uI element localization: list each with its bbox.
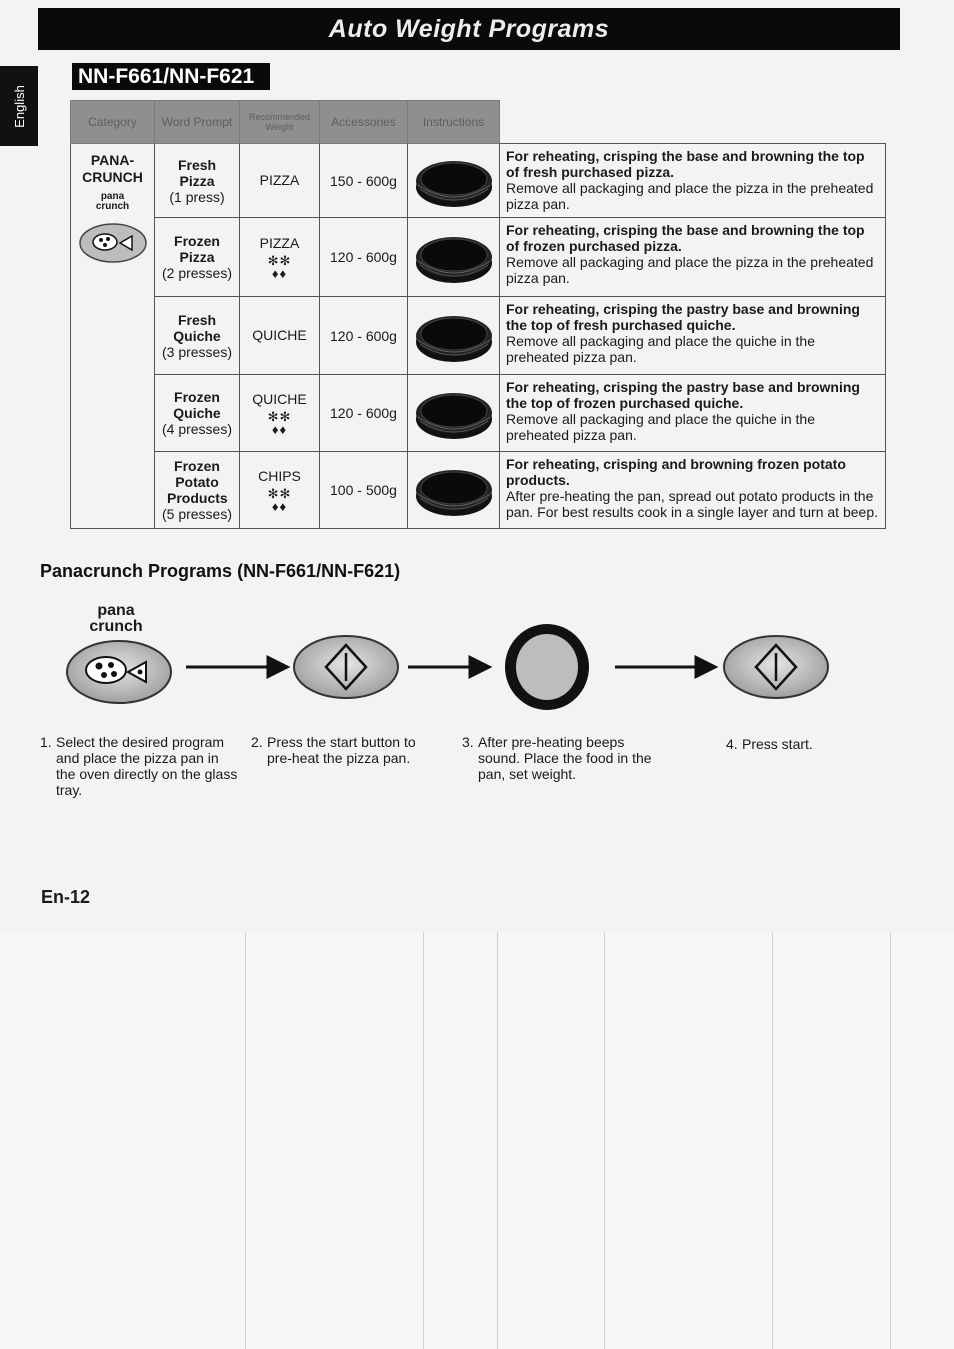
panacrunch-heading: Panacrunch Programs (NN-F661/NN-F621) [40, 561, 401, 581]
crisp-pan-icon [414, 151, 494, 211]
accessory-cell [408, 452, 500, 529]
step-4 [726, 736, 876, 752]
step-text: Press the start button to pre-heat the pizza pan. [267, 734, 416, 766]
step-3 [462, 734, 652, 782]
word-prompt-cell [240, 218, 320, 297]
table-row [71, 452, 886, 529]
word-prompt-cell [240, 144, 320, 218]
food-name: Frozen Quiche [173, 389, 221, 421]
frozen-symbol-icon: ✻✻ ♦♦ [267, 485, 292, 514]
food-cell [155, 452, 240, 529]
accessory-cell [408, 144, 500, 218]
crisp-pan-icon [414, 306, 494, 366]
start-button-2[interactable] [724, 636, 828, 698]
instruction-heading: For reheating, crisping and browning frozen potato products. [506, 456, 846, 488]
weight-cell: 120 - 600g [320, 297, 408, 375]
instruction-cell [500, 375, 886, 452]
frozen-symbol-icon: ✻✻ ♦♦ [267, 408, 292, 437]
category-cell [71, 144, 155, 529]
food-name: Frozen Potato Products [167, 458, 228, 506]
word-prompt: QUICHE [252, 327, 307, 343]
food-cell [155, 218, 240, 297]
page-title: Auto Weight Programs [328, 14, 610, 43]
table-header-row [71, 101, 886, 144]
instruction-text: After pre-heating the pan, spread out potato products in the pan. For best results cook in a single layer and turn at beep. [506, 488, 878, 520]
instruction-text: Remove all packaging and place the quiche in the preheated pizza pan. [506, 411, 815, 443]
table-row [71, 144, 886, 218]
panacrunch-sequence [0, 620, 954, 710]
food-name: Fresh Quiche [173, 311, 221, 344]
step-text: Select the desired program and place the pizza pan in the oven directly on the glass tray. [56, 734, 238, 798]
food-cell [155, 375, 240, 452]
step-1 [40, 734, 240, 798]
word-prompt: PIZZA [259, 172, 300, 188]
step-number: 3. [462, 734, 474, 750]
instruction-cell [500, 297, 886, 375]
page-title-bar [38, 8, 900, 50]
category-button-label: pana crunch [95, 191, 130, 212]
page-number: En-12 [41, 887, 91, 907]
instruction-text: Remove all packaging and place the pizza in the preheated pizza pan. [506, 254, 874, 286]
category-title: PANA-CRUNCH [82, 152, 143, 185]
header-category: Category [71, 101, 155, 144]
table-row [71, 297, 886, 375]
food-cell [155, 144, 240, 218]
crisp-pan-icon [414, 460, 494, 520]
language-label: English [11, 84, 27, 128]
instruction-heading: For reheating, crisping the pastry base and browning the top of fresh purchased quiche. [506, 301, 860, 333]
word-prompt-cell [240, 297, 320, 375]
panacrunch-button[interactable] [67, 641, 171, 703]
frozen-symbol-icon: ✻✻ ♦♦ [267, 252, 292, 281]
model-label: NN-F661/NN-F621 [72, 63, 270, 90]
weight-cell: 120 - 600g [320, 218, 408, 297]
header-instructions: Instructions [408, 101, 500, 144]
pana-label-line2: crunch [89, 618, 143, 635]
press-count: (3 presses) [161, 343, 233, 360]
instruction-heading: For reheating, crisping the base and browning the top of fresh purchased pizza. [506, 148, 865, 180]
food-name: Fresh Pizza [177, 156, 217, 189]
crisp-pan-icon [414, 227, 494, 287]
step-2 [251, 734, 431, 766]
word-prompt: PIZZA [259, 234, 300, 251]
press-count: (2 presses) [161, 265, 233, 281]
instruction-heading: For reheating, crisping the pastry base and browning the top of frozen purchased quiche. [506, 379, 860, 411]
header-word-prompt: Word Prompt [155, 101, 240, 144]
step-text: Press start. [742, 736, 813, 752]
header-recommended-weight: Recommended Weight [240, 101, 320, 144]
start-button[interactable] [294, 636, 398, 698]
weight-cell: 120 - 600g [320, 375, 408, 452]
table-row [71, 375, 886, 452]
press-count: (4 presses) [161, 421, 233, 437]
word-prompt: QUICHE [252, 390, 307, 407]
table-row [71, 218, 886, 297]
instruction-cell [500, 452, 886, 529]
auto-weight-table [70, 100, 886, 529]
instruction-text: Remove all packaging and place the pizza in the preheated pizza pan. [506, 180, 874, 212]
pizza-pan-icon [505, 624, 589, 710]
header-accessories: Accessories [320, 101, 408, 144]
word-prompt-cell [240, 452, 320, 529]
press-count: (5 presses) [161, 506, 233, 522]
pana-label-line1: pana [97, 602, 135, 619]
instruction-text: Remove all packaging and place the quiche in the preheated pizza pan. [506, 333, 815, 365]
crisp-pan-icon [414, 383, 494, 443]
accessory-cell [408, 297, 500, 375]
panacrunch-button[interactable] [73, 222, 152, 264]
blank-lower-area [0, 932, 954, 1349]
food-name: Frozen Pizza [174, 233, 220, 265]
step-text: After pre-heating beeps sound. Place the food in the pan, set weight. [478, 734, 652, 782]
language-tab [0, 66, 38, 146]
accessory-cell [408, 375, 500, 452]
accessory-cell [408, 218, 500, 297]
step-number: 4. [726, 736, 738, 752]
step-number: 2. [251, 734, 263, 750]
step-number: 1. [40, 734, 52, 750]
word-prompt-cell [240, 375, 320, 452]
word-prompt: CHIPS [258, 467, 301, 484]
press-count: (1 press) [169, 188, 225, 205]
food-cell [155, 297, 240, 375]
weight-cell: 150 - 600g [320, 144, 408, 218]
instruction-heading: For reheating, crisping the base and browning the top of frozen purchased pizza. [506, 222, 865, 254]
weight-cell: 100 - 500g [320, 452, 408, 529]
instruction-cell [500, 144, 886, 218]
instruction-cell [500, 218, 886, 297]
